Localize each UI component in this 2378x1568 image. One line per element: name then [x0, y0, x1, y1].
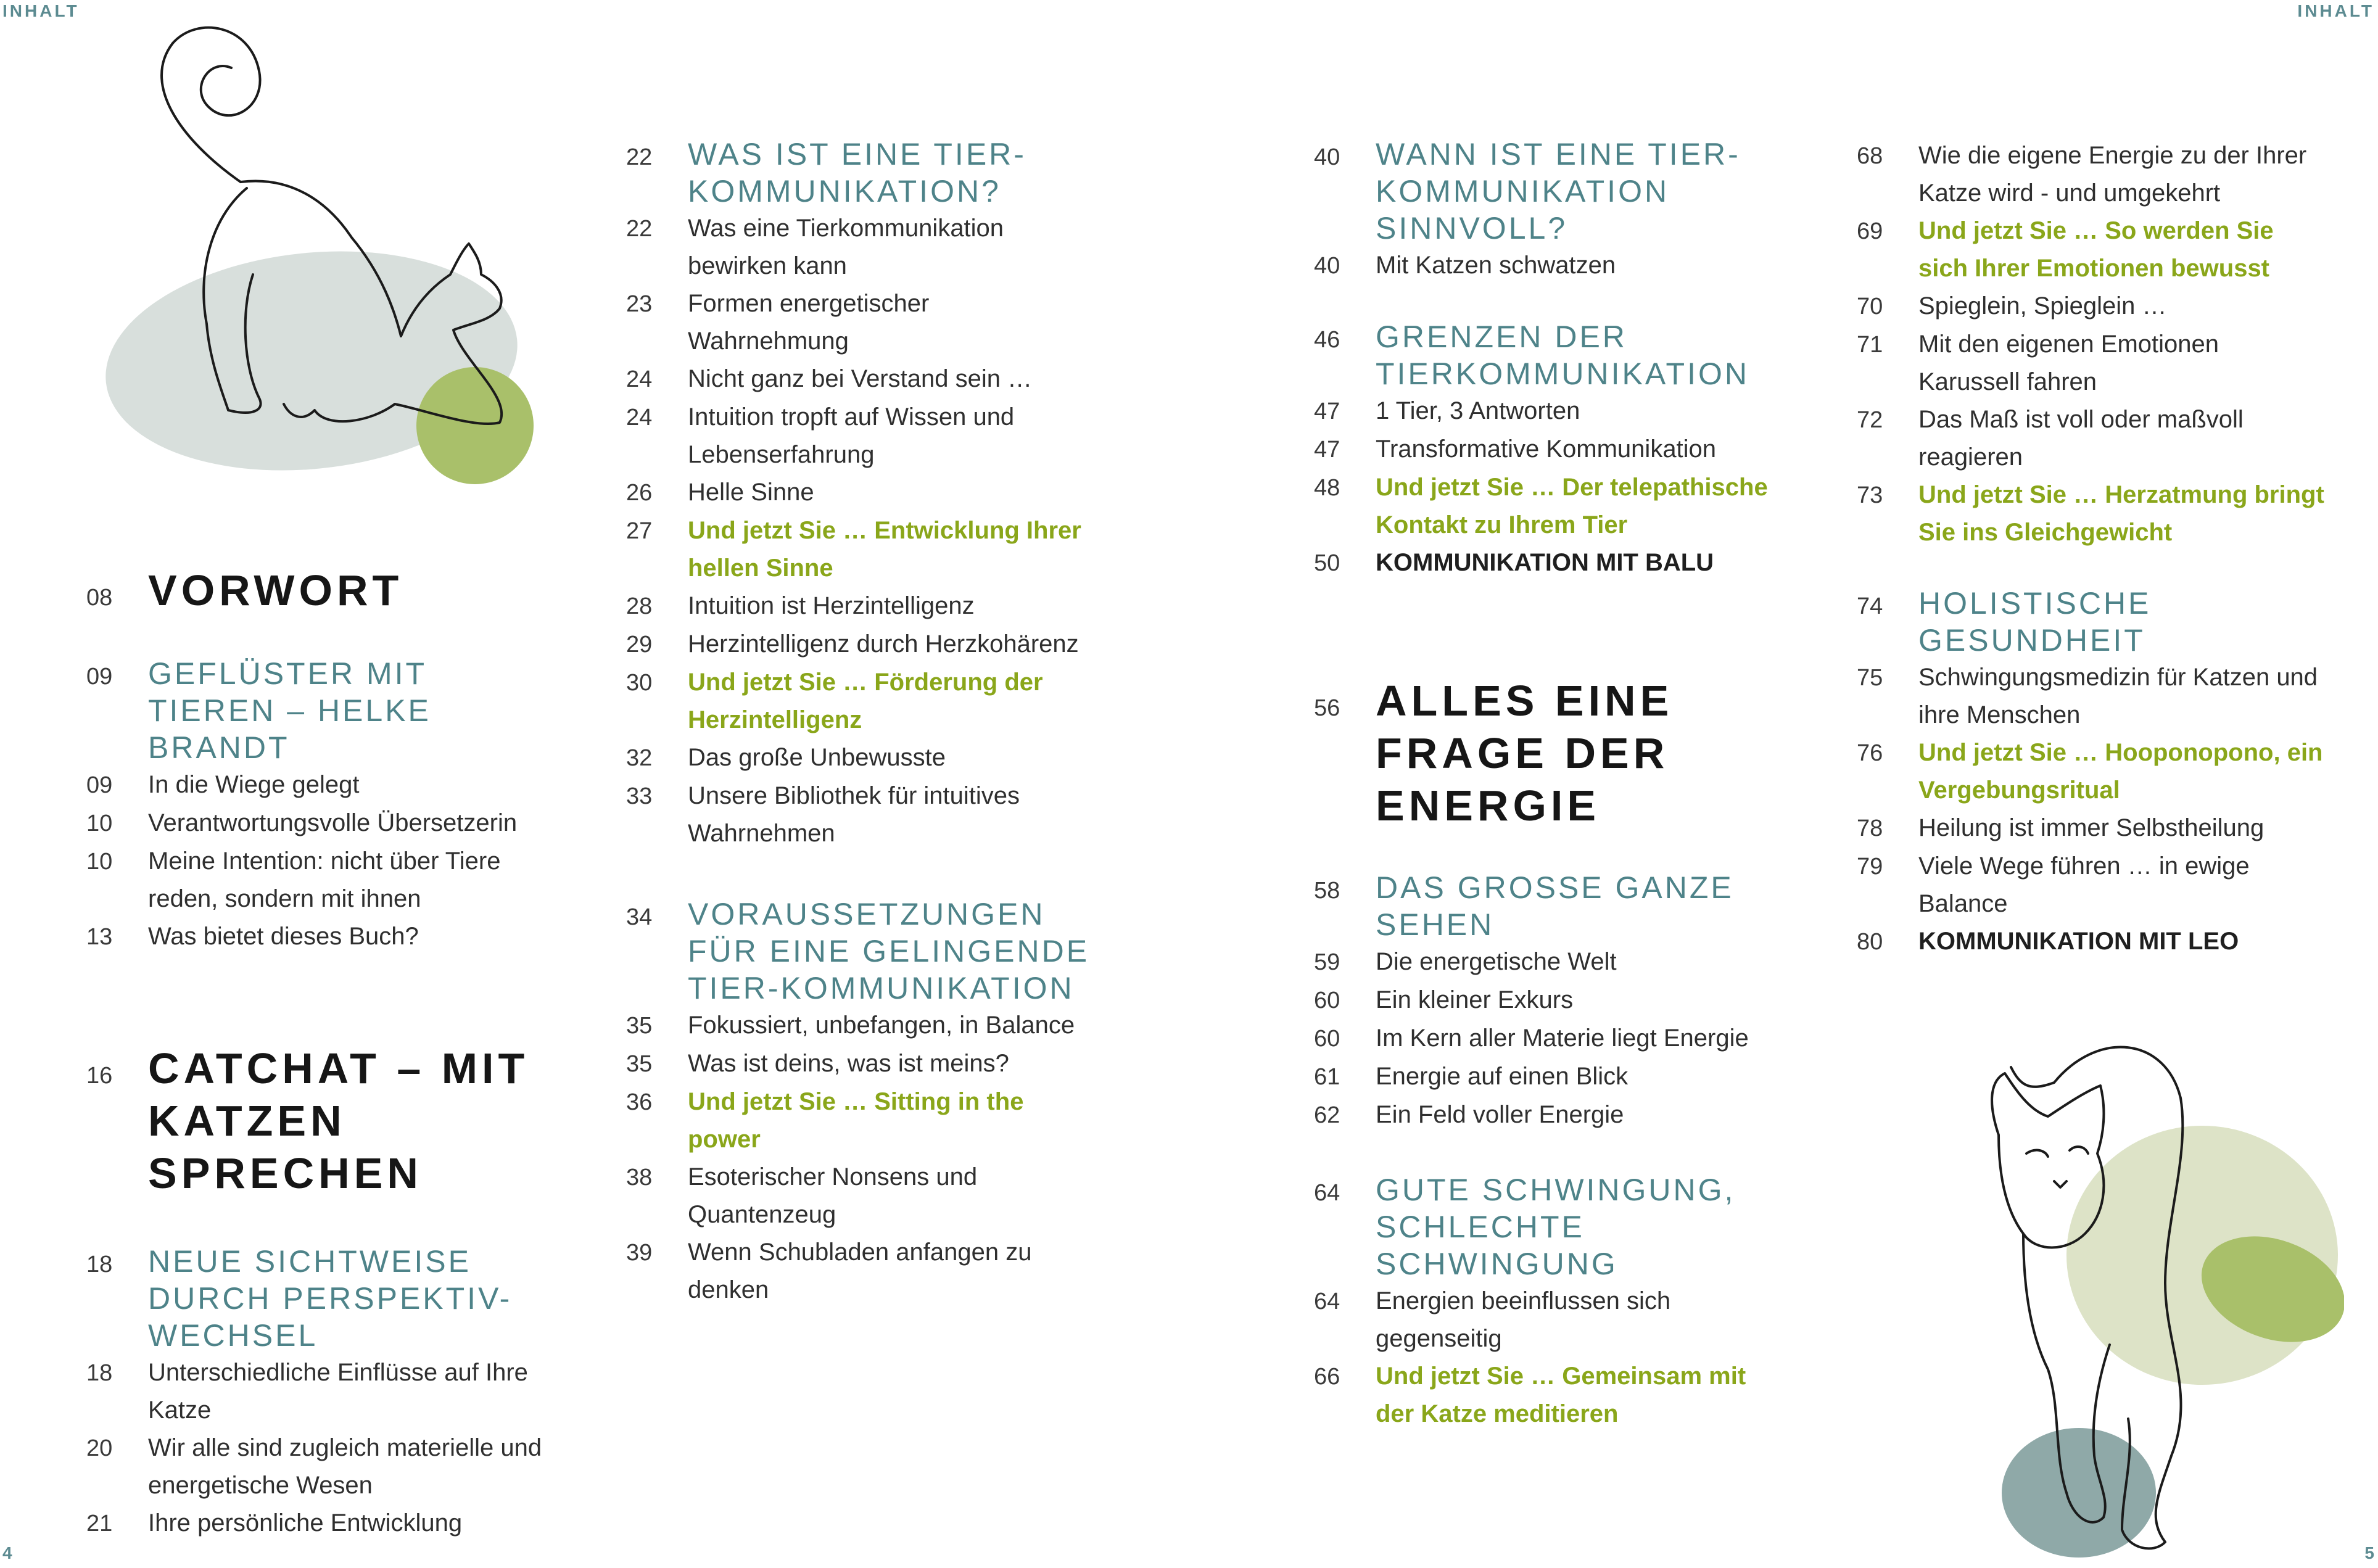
section-heading[interactable] — [1314, 136, 1783, 247]
toc-entry[interactable] — [1314, 1096, 1783, 1134]
page-number: 62 — [1314, 1102, 1340, 1128]
toc-entry[interactable] — [626, 210, 1095, 285]
entry-title: Helle Sinne — [688, 479, 814, 506]
entry-title: Unsere Bibliothek für intuitives Wahrnehmen — [688, 782, 1020, 847]
entry-title: Energien beeinflussen sich gegenseitig — [1376, 1287, 1671, 1352]
page-number: 72 — [1857, 407, 1883, 433]
page-number: 39 — [626, 1240, 653, 1266]
entry-title: Das große Unbewusste — [688, 744, 946, 771]
page-number: 40 — [1314, 144, 1340, 170]
toc-entry[interactable] — [1314, 247, 1783, 285]
entry-title: Energie auf einen Blick — [1376, 1063, 1629, 1090]
entry-title: KOMMUNIKATION MIT LEO — [1918, 928, 2239, 955]
page-number: 35 — [626, 1013, 653, 1039]
toc-entry[interactable] — [626, 625, 1095, 664]
entry-title: Esoterischer Nonsens und Quantenzeug — [688, 1163, 978, 1228]
toc-entry[interactable] — [626, 474, 1095, 512]
entry-title: Und jetzt Sie … Herzatmung bringt Sie ins Gleichgewicht — [1918, 481, 2324, 546]
entry-title: Und jetzt Sie … Hooponopono, ein Vergebungsritual — [1918, 739, 2323, 804]
toc-entry[interactable] — [86, 918, 555, 956]
entry-title: Was ist deins, was ist meins? — [688, 1050, 1009, 1077]
entry-title: Ein Feld voller Energie — [1376, 1101, 1624, 1128]
page-number: 50 — [1314, 550, 1340, 576]
entry-title: Und jetzt Sie … Entwicklung Ihrer hellen Sinne — [688, 517, 1081, 582]
entry-title: Die energetische Welt — [1376, 948, 1617, 975]
entry-title: Was bietet dieses Buch? — [148, 923, 419, 950]
page-number: 71 — [1857, 332, 1883, 358]
page-number-left: 4 — [2, 1543, 12, 1562]
entry-title: Und jetzt Sie … Der telepathische Kontakt zu Ihrem Tier — [1376, 474, 1768, 538]
entry-title: Wie die eigene Energie zu der Ihrer Katze wird - und umgekehrt — [1918, 142, 2307, 207]
section-heading[interactable] — [1314, 1171, 1783, 1282]
page-number: 18 — [86, 1252, 113, 1277]
toc-entry[interactable] — [626, 739, 1095, 777]
chapter-heading[interactable] — [86, 1042, 555, 1200]
toc-entry[interactable] — [1314, 1058, 1783, 1096]
toc-entry[interactable] — [86, 1429, 555, 1504]
entry-title: Intuition tropft auf Wissen und Lebenserfahrung — [688, 403, 1015, 468]
page-number: 24 — [626, 405, 653, 431]
case-study-entry[interactable] — [1857, 923, 2326, 961]
chapter-title: VORWORT — [148, 566, 403, 614]
page-number: 08 — [86, 585, 113, 611]
exercise-entry[interactable] — [1857, 476, 2326, 551]
section-heading[interactable] — [626, 896, 1095, 1007]
entry-title: Wir alle sind zugleich materielle und energetische Wesen — [148, 1434, 542, 1499]
entry-title: Mit den eigenen Emotionen Karussell fahren — [1918, 331, 2219, 395]
section-title: NEUE SICHTWEISE DURCH PERSPEKTIV-WECHSEL — [148, 1244, 513, 1353]
page-number: 60 — [1314, 988, 1340, 1013]
toc-entry[interactable] — [86, 1354, 555, 1429]
section-heading[interactable] — [1314, 318, 1783, 392]
exercise-entry[interactable] — [1314, 1358, 1783, 1433]
entry-title: Fokussiert, unbefangen, in Balance — [688, 1012, 1075, 1039]
running-head-right: INHALT — [2297, 1, 2374, 20]
page-number: 47 — [1314, 437, 1340, 463]
entry-title: Unterschiedliche Einflüsse auf Ihre Katze — [148, 1359, 528, 1424]
chapter-title: ALLES EINE FRAGE DER ENERGIE — [1376, 677, 1674, 830]
page-number: 20 — [86, 1435, 113, 1461]
toc-entry[interactable] — [1857, 326, 2326, 401]
toc-column-3 — [1314, 136, 1783, 1433]
entry-title: Spieglein, Spieglein … — [1918, 292, 2167, 320]
toc-entry[interactable] — [1857, 287, 2326, 326]
entry-title: Formen energetischer Wahrnehmung — [688, 290, 930, 355]
section-heading[interactable] — [1857, 585, 2326, 659]
page-number: 64 — [1314, 1180, 1340, 1206]
page-number: 73 — [1857, 482, 1883, 508]
toc-entry[interactable] — [86, 1504, 555, 1543]
section-heading[interactable] — [86, 1243, 555, 1354]
page-number: 59 — [1314, 949, 1340, 975]
page-number: 60 — [1314, 1026, 1340, 1052]
exercise-entry[interactable] — [1857, 212, 2326, 287]
toc-entry[interactable] — [86, 804, 555, 843]
entry-title: Wenn Schubladen anfangen zu denken — [688, 1239, 1032, 1303]
page-number: 10 — [86, 849, 113, 875]
page-number: 76 — [1857, 740, 1883, 766]
entry-title: Was eine Tierkommunikation bewirken kann — [688, 215, 1004, 279]
toc-column-2 — [626, 136, 1095, 1309]
toc-entry[interactable] — [1857, 401, 2326, 476]
section-heading[interactable] — [86, 655, 555, 766]
page-number: 69 — [1857, 218, 1883, 244]
section-title: DAS GROSSE GANZE SEHEN — [1376, 870, 1734, 942]
page-number: 22 — [626, 144, 653, 170]
entry-title: Ein kleiner Exkurs — [1376, 986, 1574, 1013]
running-head-left: INHALT — [2, 1, 80, 20]
entry-title: KOMMUNIKATION MIT BALU — [1376, 549, 1714, 576]
page-number: 48 — [1314, 475, 1340, 501]
entry-title: Verantwortungsvolle Übersetzerin — [148, 809, 518, 836]
exercise-entry[interactable] — [1314, 469, 1783, 544]
section-heading[interactable] — [1314, 869, 1783, 943]
page-number: 75 — [1857, 665, 1883, 691]
toc-column-1 — [86, 564, 555, 1543]
toc-entry[interactable] — [626, 777, 1095, 852]
page-number: 32 — [626, 745, 653, 771]
toc-entry[interactable] — [1314, 943, 1783, 981]
entry-title: Das Maß ist voll oder maßvoll reagieren — [1918, 406, 2244, 471]
section-title: VORAUSSETZUNGEN FÜR EINE GELINGENDE TIER-KOMMUNIKATION — [688, 897, 1090, 1005]
section-title: GUTE SCHWINGUNG, SCHLECHTE SCHWINGUNG — [1376, 1173, 1736, 1281]
toc-entry[interactable] — [1314, 981, 1783, 1020]
exercise-entry[interactable] — [626, 664, 1095, 739]
entry-title: Intuition ist Herzintelligenz — [688, 592, 975, 619]
page-number: 28 — [626, 593, 653, 619]
toc-entry[interactable] — [1314, 1282, 1783, 1358]
page-number: 30 — [626, 670, 653, 696]
stretching-cat-illustration — [105, 15, 549, 490]
page-number: 58 — [1314, 878, 1340, 904]
entry-title: In die Wiege gelegt — [148, 771, 360, 798]
toc-entry[interactable] — [1857, 809, 2326, 848]
page-number: 34 — [626, 904, 653, 930]
toc-entry[interactable] — [86, 766, 555, 804]
page-number: 21 — [86, 1511, 113, 1537]
case-study-entry[interactable] — [1314, 544, 1783, 582]
toc-column-4 — [1857, 137, 2326, 961]
page-number: 61 — [1314, 1064, 1340, 1090]
page-number: 24 — [626, 366, 653, 392]
section-title: GRENZEN DER TIERKOMMUNIKATION — [1376, 320, 1749, 391]
section-title: GEFLÜSTER MIT TIEREN – HELKE BRANDT — [148, 656, 431, 765]
entry-title: Und jetzt Sie … So werden Sie sich Ihrer Emotionen bewusst — [1918, 217, 2274, 282]
page-number: 40 — [1314, 253, 1340, 279]
chapter-heading[interactable] — [86, 564, 555, 624]
section-title: WANN IST EINE TIER-KOMMUNIKATION SINNVOLL? — [1376, 137, 1741, 246]
toc-entry[interactable] — [1857, 848, 2326, 923]
walking-cat-illustration — [1962, 1024, 2344, 1567]
entry-title: Und jetzt Sie … Sitting in the power — [688, 1088, 1024, 1153]
chapter-title: CATCHAT – MIT KATZEN SPRECHEN — [148, 1044, 529, 1197]
entry-title: Viele Wege führen … in ewige Balance — [1918, 852, 2250, 917]
page-number: 09 — [86, 664, 113, 690]
toc-entry[interactable] — [626, 1234, 1095, 1309]
page-number: 29 — [626, 632, 653, 658]
exercise-entry[interactable] — [626, 1083, 1095, 1158]
page-number: 13 — [86, 924, 113, 950]
page-number: 64 — [1314, 1289, 1340, 1314]
page-number: 22 — [626, 216, 653, 242]
section-heading[interactable] — [626, 136, 1095, 210]
entry-title: 1 Tier, 3 Antworten — [1376, 397, 1580, 424]
page-number: 10 — [86, 811, 113, 836]
toc-entry[interactable] — [626, 1007, 1095, 1045]
page-number: 68 — [1857, 143, 1883, 169]
page-number: 56 — [1314, 695, 1340, 721]
entry-title: Ihre persönliche Entwicklung — [148, 1509, 463, 1537]
page-number: 26 — [626, 480, 653, 506]
page-number-right: 5 — [2364, 1543, 2374, 1562]
exercise-entry[interactable] — [626, 512, 1095, 587]
entry-title: Transformative Kommunikation — [1376, 435, 1717, 463]
entry-title: Und jetzt Sie … Förderung der Herzintelligenz — [688, 669, 1043, 733]
toc-entry[interactable] — [1314, 392, 1783, 431]
section-title: HOLISTISCHE GESUNDHEIT — [1918, 586, 2152, 658]
toc-entry[interactable] — [626, 1158, 1095, 1234]
page-number: 79 — [1857, 854, 1883, 880]
toc-entry[interactable] — [626, 587, 1095, 625]
toc-entry[interactable] — [626, 398, 1095, 474]
page-number: 70 — [1857, 294, 1883, 320]
entry-title: Nicht ganz bei Verstand sein … — [688, 365, 1033, 392]
toc-entry[interactable] — [626, 1045, 1095, 1083]
chapter-heading[interactable] — [1314, 675, 1783, 832]
section-title: WAS IST EINE TIER-KOMMUNIKATION? — [688, 137, 1026, 208]
page-number: 09 — [86, 772, 113, 798]
page-number: 18 — [86, 1360, 113, 1386]
page-number: 74 — [1857, 593, 1883, 619]
entry-title: Heilung ist immer Selbstheilung — [1918, 814, 2264, 841]
exercise-entry[interactable] — [1857, 734, 2326, 809]
page-number: 16 — [86, 1063, 113, 1089]
entry-title: Herzintelligenz durch Herzkohärenz — [688, 630, 1079, 658]
page-number: 33 — [626, 783, 653, 809]
entry-title: Meine Intention: nicht über Tiere reden, sondern mit ihnen — [148, 848, 501, 912]
toc-entry[interactable] — [1857, 137, 2326, 212]
toc-entry[interactable] — [1314, 1020, 1783, 1058]
page-number: 35 — [626, 1051, 653, 1077]
toc-entry[interactable] — [626, 285, 1095, 360]
toc-entry[interactable] — [1314, 431, 1783, 469]
entry-title: Im Kern aller Materie liegt Energie — [1376, 1025, 1749, 1052]
entry-title: Schwingungsmedizin für Katzen und ihre Menschen — [1918, 664, 2318, 728]
page-number: 47 — [1314, 398, 1340, 424]
toc-entry[interactable] — [1857, 659, 2326, 734]
toc-entry[interactable] — [626, 360, 1095, 398]
toc-entry[interactable] — [86, 843, 555, 918]
page-number: 78 — [1857, 815, 1883, 841]
page-number: 80 — [1857, 929, 1883, 955]
page-number: 46 — [1314, 327, 1340, 353]
page-number: 27 — [626, 518, 653, 544]
page-number: 36 — [626, 1089, 653, 1115]
entry-title: Mit Katzen schwatzen — [1376, 252, 1616, 279]
page-number: 23 — [626, 291, 653, 317]
entry-title: Und jetzt Sie … Gemeinsam mit der Katze meditieren — [1376, 1363, 1746, 1427]
page-number: 38 — [626, 1165, 653, 1190]
page-number: 66 — [1314, 1364, 1340, 1390]
